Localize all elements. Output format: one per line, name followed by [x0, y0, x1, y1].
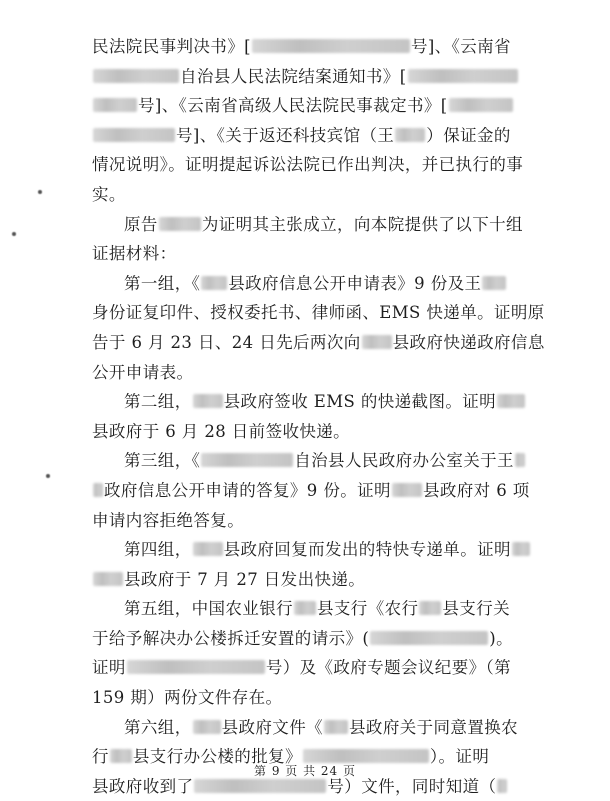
- text-run: 县支行《农行: [317, 599, 419, 619]
- redacted-text: [93, 483, 103, 497]
- scan-speck: [38, 190, 42, 194]
- text-run: 县支行关: [442, 599, 511, 619]
- text-run: 证明: [92, 658, 126, 678]
- text-line: [92, 32, 532, 62]
- redacted-text: [159, 217, 201, 231]
- text-line: 申请内容拒绝答复。: [92, 510, 245, 530]
- redacted-text: [362, 335, 392, 349]
- text-run: 县政府信息公开申请表》9 份及王: [228, 273, 482, 293]
- text-line: 159 期）两份文件存在。: [92, 688, 283, 708]
- text-line: [92, 91, 532, 121]
- text-line: [92, 328, 545, 358]
- text-run: 号）文件，同时知道（: [327, 776, 497, 796]
- redacted-text: [370, 631, 488, 645]
- text-run: 县政府快递政府信息: [392, 332, 545, 352]
- text-line: [92, 121, 532, 151]
- redacted-text: [294, 601, 316, 615]
- text-run: 号]、《关于返还科技宾馆（王: [176, 125, 395, 145]
- text-line: [92, 713, 532, 743]
- text-line: [92, 387, 532, 417]
- text-line: 县政府于 6 月 28 日前签收快递。: [92, 421, 351, 441]
- redacted-text: [93, 98, 137, 112]
- text-run: 第五组，中国农业银行: [124, 599, 293, 619]
- redacted-text: [324, 720, 348, 734]
- text-run: 号]、《云南省: [410, 37, 511, 56]
- text-line: [92, 210, 532, 240]
- text-run: 第二组，: [124, 392, 192, 412]
- redacted-text: [497, 779, 507, 793]
- redacted-text: [512, 542, 530, 556]
- text-run: 民法院民事判决书》[: [92, 37, 251, 56]
- redacted-text: [201, 276, 227, 290]
- text-line: 公开申请表。: [92, 362, 194, 382]
- text-run: 自治县人民政府办公室关于王: [294, 451, 514, 471]
- text-run: 为证明其主张成立，向本院提供了以下十组: [201, 214, 523, 234]
- redacted-text: [201, 453, 293, 467]
- redacted-text: [252, 39, 410, 53]
- text-line: [92, 535, 532, 565]
- text-line: 身份证复印件、授权委托书、律师函、EMS 快递单。证明原: [92, 303, 545, 323]
- text-run: 原告: [124, 214, 158, 234]
- text-run: 县政府于 7 月 27 日发出快递。: [124, 569, 366, 589]
- text-run: 自治县人民法院结案通知书》[: [180, 66, 407, 86]
- text-run: 号）及《政府专题会议纪要》（第: [265, 658, 512, 678]
- text-run: 行: [92, 747, 109, 767]
- redacted-text: [449, 98, 513, 112]
- text-line: 证据材料：: [92, 244, 177, 264]
- redacted-text: [193, 394, 223, 408]
- text-line: [92, 269, 532, 299]
- text-run: 县政府回复而发出的特快专递单。证明: [223, 540, 511, 560]
- redacted-text: [395, 128, 425, 142]
- text-run: 县政府对 6 项: [422, 480, 530, 500]
- redacted-text: [127, 660, 265, 674]
- text-run: 号]、《云南省高级人民法院民事裁定书》[: [138, 96, 448, 116]
- text-run: 县政府关于同意置换农: [349, 717, 519, 737]
- text-run: )。: [489, 628, 513, 648]
- text-run: 第四组，: [124, 540, 192, 560]
- redacted-text: [193, 542, 223, 556]
- redacted-text: [93, 69, 179, 83]
- text-run: 于给予解决办公楼拆迁安置的请示》(: [92, 628, 370, 648]
- text-run: 县政府文件《: [221, 717, 324, 737]
- text-line: [92, 62, 532, 92]
- text-run: 县政府收到了: [92, 776, 194, 796]
- redacted-text: [194, 779, 326, 793]
- text-line: [92, 653, 532, 683]
- redacted-text: [93, 572, 123, 586]
- redacted-text: [392, 483, 422, 497]
- text-run: 第六组，: [124, 717, 192, 737]
- redacted-text: [482, 276, 506, 290]
- text-line: [92, 565, 532, 595]
- text-line: 实。: [92, 184, 126, 204]
- text-run: ）保证金的: [426, 125, 511, 145]
- text-run: 县支行办公楼的批复》: [132, 747, 302, 767]
- text-run: 第一组，《: [124, 273, 201, 293]
- redacted-text: [193, 720, 221, 734]
- text-line: 情况说明》。证明提起诉讼法院已作出判决，并已执行的事: [92, 155, 524, 175]
- text-run: 告于 6 月 23 日、24 日先后两次向: [92, 332, 361, 352]
- scan-speck: [46, 474, 50, 478]
- redacted-text: [497, 394, 525, 408]
- text-run: ）。证明: [429, 747, 490, 767]
- redacted-text: [515, 453, 525, 467]
- redacted-text: [419, 601, 441, 615]
- text-run: 第三组，《: [124, 451, 201, 471]
- text-line: [92, 446, 532, 476]
- page-number: 第 9 页 共 24 页: [254, 764, 356, 778]
- text-run: 政府信息公开申请的答复》9 份。证明: [104, 480, 391, 500]
- text-line: [92, 624, 532, 654]
- redacted-text: [408, 69, 518, 83]
- text-line: [92, 476, 532, 506]
- body-text: [92, 32, 545, 801]
- text-line: [92, 594, 532, 624]
- redacted-text: [93, 128, 175, 142]
- text-run: 县政府签收 EMS 的快递截图。证明: [223, 392, 497, 412]
- scan-speck: [12, 232, 16, 236]
